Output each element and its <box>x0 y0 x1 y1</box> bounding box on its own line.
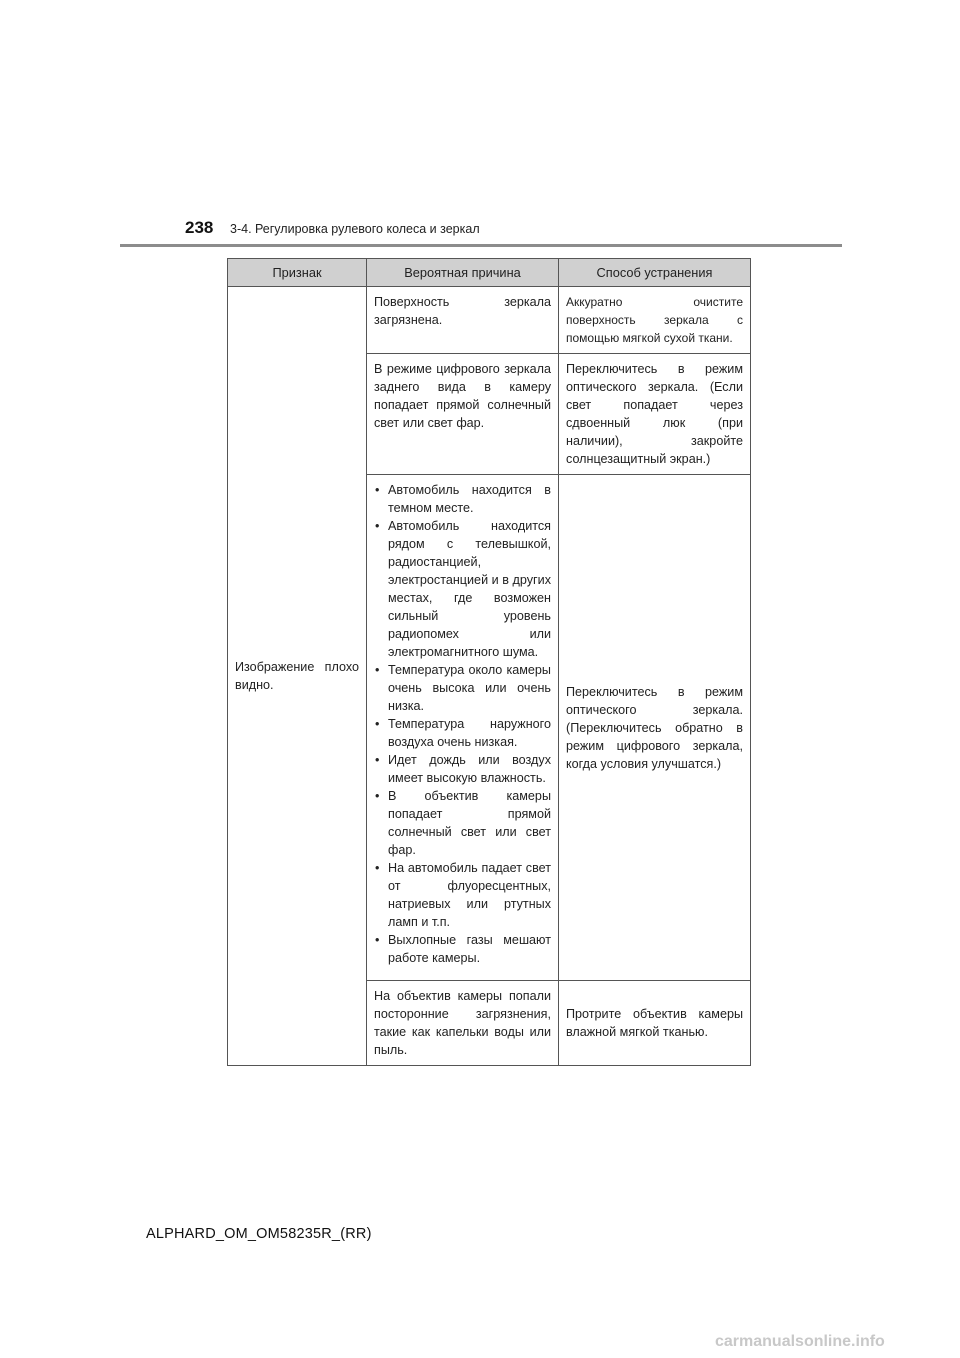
list-item: • Температура наружного воздуха очень низкая. <box>374 715 551 751</box>
cause-cell: В режиме цифрового зеркала заднего вида в камеру попадает прямой солнечный свет или свет фар. <box>367 354 559 475</box>
symptom-cell: Изображение плохо видно. <box>228 287 367 1066</box>
list-item: • Идет дождь или воздух имеет высокую влажность. <box>374 751 551 787</box>
remedy-cell: Протрите объектив камеры влажной мягкой тканью. <box>559 981 751 1066</box>
troubleshooting-table <box>227 258 751 1066</box>
list-item: • Автомобиль находится в темном месте. <box>374 481 551 517</box>
list-item: • Температура около камеры очень высока или очень низка. <box>374 661 551 715</box>
header-rule <box>120 244 842 247</box>
column-header-symptom: Признак <box>228 259 367 287</box>
column-header-cause: Вероятная причина <box>367 259 559 287</box>
remedy-cell: Переключитесь в режим оптического зеркала. (Если свет попадает через сдвоенный люк (при наличии), закройте солнцезащитный экран.) <box>559 354 751 475</box>
remedy-cell: Аккуратно очистите поверхность зеркала с помощью мягкой сухой ткани. <box>559 287 751 354</box>
cause-cell <box>367 475 559 981</box>
list-item: • На автомобиль падает свет от флуоресцентных, натриевых или ртутных ламп и т.п. <box>374 859 551 931</box>
table-header-row <box>228 259 751 287</box>
list-item: • Выхлопные газы мешают работе камеры. <box>374 931 551 967</box>
list-item: • В объектив камеры попадает прямой солнечный свет или свет фар. <box>374 787 551 859</box>
cause-cell: Поверхность зеркала загрязнена. <box>367 287 559 354</box>
column-header-remedy: Способ устранения <box>559 259 751 287</box>
section-title: 3-4. Регулировка рулевого колеса и зеркал <box>230 222 480 236</box>
page-number: 238 <box>185 218 214 237</box>
document-code: ALPHARD_OM_OM58235R_(RR) <box>146 1226 372 1242</box>
table-row <box>228 287 751 354</box>
remedy-cell: Переключитесь в режим оптического зеркала. (Переключитесь обратно в режим цифрового зеркала, когда условия улучшатся.) <box>559 475 751 981</box>
cause-cell: На объектив камеры попали посторонние загрязнения, такие как капельки воды или пыль. <box>367 981 559 1066</box>
cause-list <box>374 481 551 967</box>
list-item: • Автомобиль находится рядом с телевышкой, радиостанцией, электростанцией и в других местах, где возможен сильный уровень радиопомех или электромагнитного шума. <box>374 517 551 661</box>
watermark: carmanualsonline.info <box>715 1333 885 1350</box>
